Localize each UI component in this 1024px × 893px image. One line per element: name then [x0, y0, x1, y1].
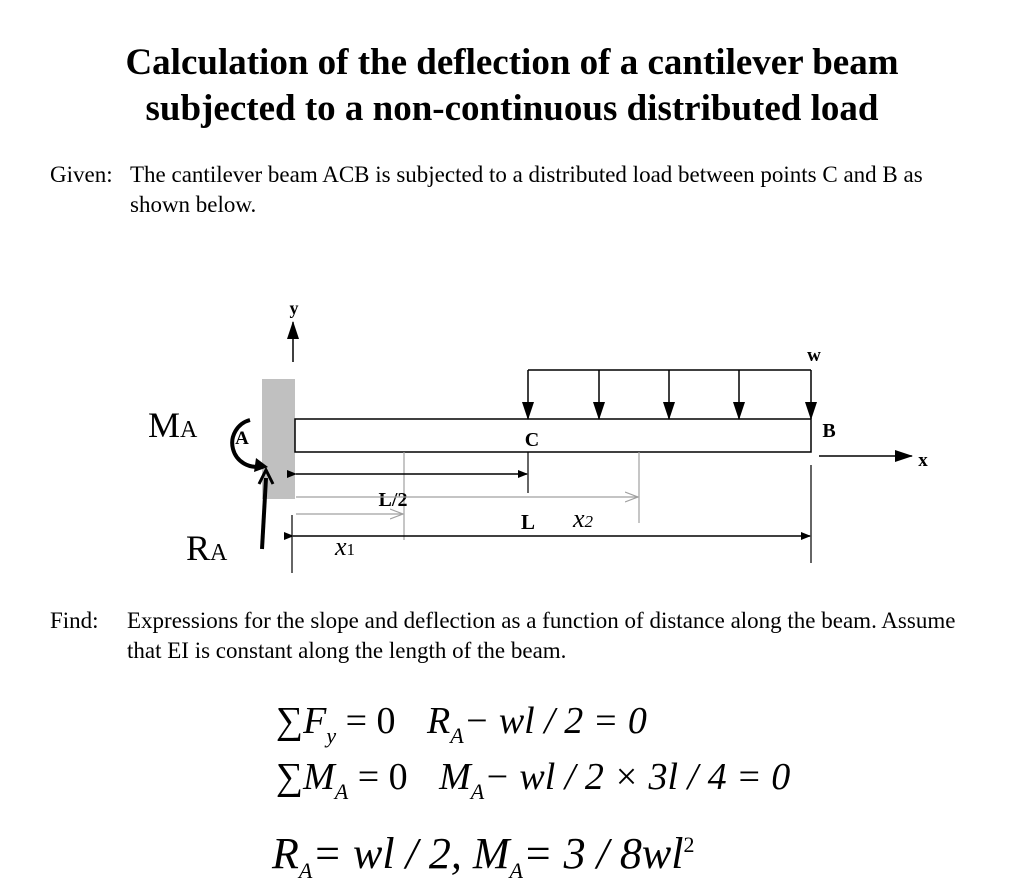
reaction-label: RA: [186, 528, 228, 568]
moment-label: MA: [148, 405, 198, 445]
eq1-rhs-a: R: [427, 700, 451, 742]
find-text: Expressions for the slope and deflection as a function of distance along the beam. Assume that EI is constant along the length of the beam.: [127, 608, 956, 663]
eq3-r: R: [272, 829, 299, 878]
point-c-label: C: [524, 429, 540, 451]
half-length-label: L/2: [378, 489, 408, 511]
given-text: The cantilever beam ACB is subjected to a distributed load between points C and B as shown below.: [130, 162, 923, 217]
eq2-rhs-b: − wl / 2 × 3l / 4 = 0: [484, 756, 791, 798]
find-label: Find:: [50, 608, 99, 633]
eq3-m: M: [472, 829, 510, 878]
eq1-eq0: = 0: [345, 700, 396, 742]
full-length-label: L: [520, 510, 536, 534]
point-a-label: A: [235, 428, 249, 449]
x-axis-label: x: [918, 450, 928, 471]
beam: [295, 419, 811, 452]
equation-sum-moments: [276, 755, 790, 814]
title-line-2: subjected to a non-continuous distributed load: [145, 88, 879, 129]
load-label: w: [807, 345, 821, 366]
equation-sum-forces: [276, 699, 647, 758]
equation-reactions: [272, 823, 694, 893]
point-b-label: B: [822, 420, 836, 442]
eq1-rhs-a-sub: A: [450, 723, 464, 748]
sum-symbol: ∑: [276, 700, 304, 742]
x2-label: x2: [573, 504, 594, 533]
eq3-m-rhs: = 3 / 8wl: [522, 829, 684, 878]
title-line-1: Calculation of the deflection of a cantilever beam: [125, 42, 899, 83]
eq2-eq0: = 0: [357, 756, 408, 798]
eq3-m-sub: A: [509, 858, 523, 883]
eq3-m-sup: 2: [683, 832, 695, 857]
given-label: Given:: [50, 162, 113, 187]
y-axis-label: y: [289, 298, 299, 318]
eq1-rhs-b: − wl / 2 = 0: [463, 700, 647, 742]
eq1-var: F: [303, 700, 327, 742]
find-paragraph: [50, 606, 980, 676]
eq1-sub: y: [326, 723, 337, 748]
eq2-rhs-a-sub: A: [470, 779, 485, 804]
x1-label: x1: [335, 532, 356, 561]
eq2-rhs-a: M: [439, 756, 471, 798]
sum-symbol: ∑: [276, 756, 304, 798]
eq2-sub: A: [334, 779, 349, 804]
eq3-r-rhs: = wl / 2,: [312, 829, 462, 878]
eq3-r-sub: A: [298, 858, 313, 883]
eq2-var: M: [303, 756, 335, 798]
